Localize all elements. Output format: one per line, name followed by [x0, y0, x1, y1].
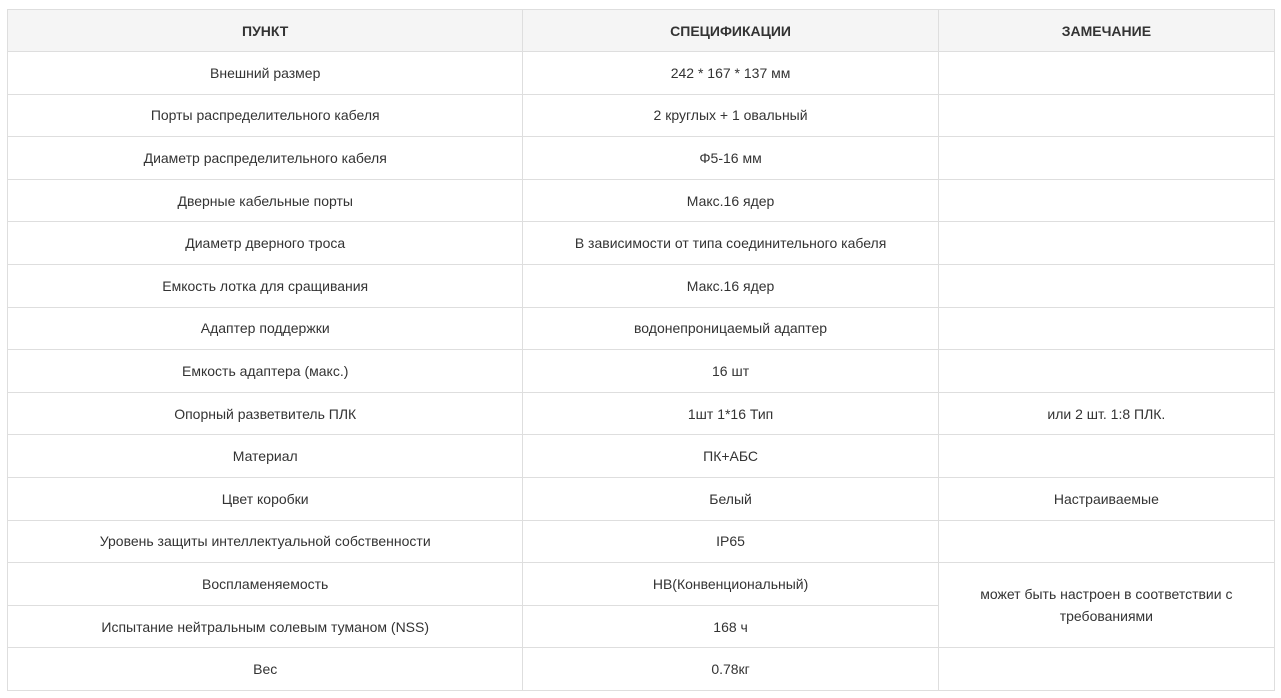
cell-note — [938, 137, 1274, 180]
cell-spec: HB(Конвенциональный) — [523, 563, 938, 606]
cell-note — [938, 307, 1274, 350]
table-row — [8, 52, 1275, 95]
cell-spec: Белый — [523, 477, 938, 520]
cell-item: Емкость лотка для сращивания — [8, 264, 523, 307]
table-row — [8, 350, 1275, 393]
header-item: ПУНКТ — [8, 10, 523, 52]
cell-spec: IP65 — [523, 520, 938, 563]
cell-spec: 242 * 167 * 137 мм — [523, 52, 938, 95]
cell-spec: ПК+АБС — [523, 435, 938, 478]
cell-spec: В зависимости от типа соединительного кабеля — [523, 222, 938, 265]
cell-spec: Макс.16 ядер — [523, 264, 938, 307]
cell-note — [938, 222, 1274, 265]
cell-note: Настраиваемые — [938, 477, 1274, 520]
cell-spec: водонепроницаемый адаптер — [523, 307, 938, 350]
cell-item: Диаметр дверного троса — [8, 222, 523, 265]
cell-item: Опорный разветвитель ПЛК — [8, 392, 523, 435]
cell-note — [938, 520, 1274, 563]
table-row — [8, 435, 1275, 478]
header-note: ЗАМЕЧАНИЕ — [938, 10, 1274, 52]
cell-spec: 2 круглых + 1 овальный — [523, 94, 938, 137]
cell-note: или 2 шт. 1:8 ПЛК. — [938, 392, 1274, 435]
table-row — [8, 94, 1275, 137]
table-header — [8, 10, 1275, 52]
cell-note-merged: может быть настроен в соответствии с требованиями — [938, 563, 1274, 648]
table-row — [8, 520, 1275, 563]
cell-item: Материал — [8, 435, 523, 478]
cell-note — [938, 94, 1274, 137]
table-row — [8, 137, 1275, 180]
cell-spec: 168 ч — [523, 605, 938, 648]
cell-spec: 1шт 1*16 Тип — [523, 392, 938, 435]
cell-item: Уровень защиты интеллектуальной собственности — [8, 520, 523, 563]
header-spec: СПЕЦИФИКАЦИИ — [523, 10, 938, 52]
header-row — [8, 10, 1275, 52]
cell-item: Порты распределительного кабеля — [8, 94, 523, 137]
cell-item: Диаметр распределительного кабеля — [8, 137, 523, 180]
cell-item: Цвет коробки — [8, 477, 523, 520]
cell-spec: 16 шт — [523, 350, 938, 393]
table-body — [8, 52, 1275, 691]
cell-note — [938, 648, 1274, 691]
cell-note — [938, 179, 1274, 222]
table-row — [8, 392, 1275, 435]
table-row — [8, 179, 1275, 222]
table-row — [8, 563, 1275, 606]
cell-note — [938, 435, 1274, 478]
cell-note — [938, 52, 1274, 95]
cell-item: Воспламеняемость — [8, 563, 523, 606]
cell-item: Вес — [8, 648, 523, 691]
spec-table — [7, 9, 1275, 691]
cell-spec: 0.78кг — [523, 648, 938, 691]
table-row — [8, 648, 1275, 691]
table-row — [8, 477, 1275, 520]
table-row — [8, 222, 1275, 265]
cell-item: Испытание нейтральным солевым туманом (NSS) — [8, 605, 523, 648]
cell-item: Емкость адаптера (макс.) — [8, 350, 523, 393]
table-row — [8, 307, 1275, 350]
cell-item: Дверные кабельные порты — [8, 179, 523, 222]
cell-note — [938, 350, 1274, 393]
table-row — [8, 264, 1275, 307]
cell-spec: Макс.16 ядер — [523, 179, 938, 222]
cell-item: Внешний размер — [8, 52, 523, 95]
cell-spec: Φ5-16 мм — [523, 137, 938, 180]
cell-note — [938, 264, 1274, 307]
cell-item: Адаптер поддержки — [8, 307, 523, 350]
